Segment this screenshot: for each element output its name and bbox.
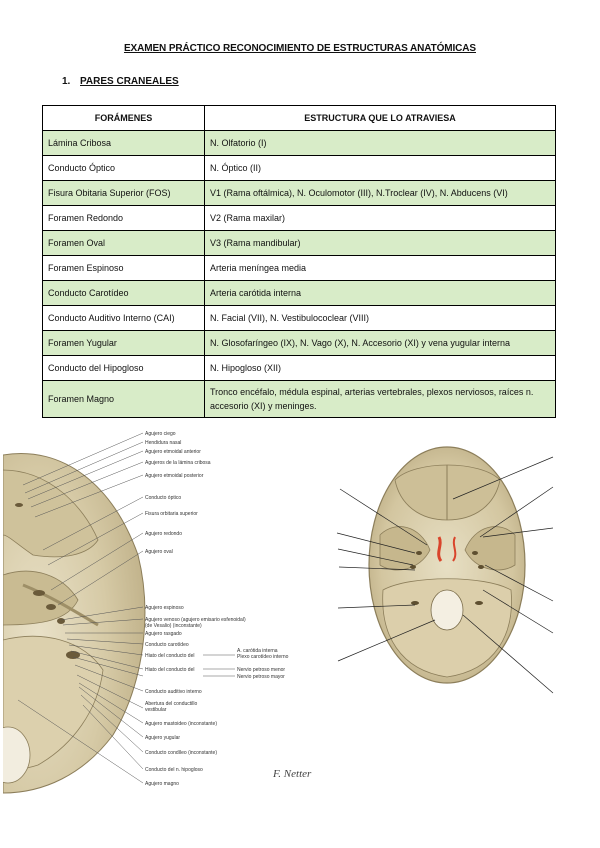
figure-sublabel: Plexo carotídeo interno (237, 654, 289, 660)
figure-label: Agujero rasgado (145, 631, 182, 637)
figure-label: Agujero etmoidal posterior (145, 473, 204, 479)
structure-cell: V1 (Rama oftálmica), N. Oculomotor (III), N.Troclear (IV), N. Abducens (VI) (205, 181, 556, 206)
foramen-cell: Conducto Auditivo Interno (CAI) (43, 306, 205, 331)
figure-label: Agujero etmoidal anterior (145, 449, 201, 455)
page-title: EXAMEN PRÁCTICO RECONOCIMIENTO DE ESTRUCTURAS ANATÓMICAS (123, 43, 476, 54)
structure-cell: Tronco encéfalo, médula espinal, arterias vertebrales, plexos nerviosos, raíces n. accesorio (XI) y meninges. (205, 381, 556, 418)
figure-label: vestibular (145, 707, 167, 713)
table-row (43, 256, 556, 281)
structure-cell: N. Olfatorio (I) (205, 131, 556, 156)
figure-label: Agujero espinoso (145, 605, 184, 611)
table-row (43, 131, 556, 156)
figure-label: Conducto del n. hipogloso (145, 767, 203, 773)
structure-cell: N. Glosofaríngeo (IX), N. Vago (X), N. Accesorio (XI) y vena yugular interna (205, 331, 556, 356)
section-title: PARES CRANEALES (80, 76, 179, 87)
column-header-foramenes: FORÁMENES (43, 106, 205, 131)
section-heading (62, 76, 179, 87)
structure-cell: N. Hipogloso (XII) (205, 356, 556, 381)
table-row (43, 156, 556, 181)
table-row (43, 281, 556, 306)
figure-label: (de Vesalio) (inconstante) (145, 623, 202, 629)
structure-cell: Arteria carótida interna (205, 281, 556, 306)
figure-label: Agujeros de la lámina cribosa (145, 460, 211, 466)
foramen-cell: Foramen Oval (43, 231, 205, 256)
foramen-cell: Foramen Magno (43, 381, 205, 418)
figure-label: Agujero redondo (145, 531, 182, 537)
figure-label: Conducto óptico (145, 495, 182, 501)
structure-cell: N. Óptico (II) (205, 156, 556, 181)
table-row (43, 306, 556, 331)
figure-label: Agujero ciego (145, 431, 176, 437)
table-row (43, 206, 556, 231)
figure-sublabel: Nervio petroso mayor (237, 674, 285, 680)
figure-sublabel: A. carótida interna (237, 648, 278, 654)
foramen-cell: Conducto Carotídeo (43, 281, 205, 306)
foramen-cell: Fisura Obitaria Superior (FOS) (43, 181, 205, 206)
structure-cell: Arteria meníngea media (205, 256, 556, 281)
structure-cell: V2 (Rama maxilar) (205, 206, 556, 231)
section-number: 1. (62, 76, 71, 87)
column-header-estructura: ESTRUCTURA QUE LO ATRAVIESA (205, 106, 556, 131)
figure-label: Agujero magno (145, 781, 179, 787)
foramen-cell: Foramen Espinoso (43, 256, 205, 281)
figure-label: Agujero yugular (145, 735, 181, 741)
foramina-table (42, 105, 556, 418)
figure-label: Conducto condíleo (inconstante) (145, 750, 217, 756)
foramen-cell: Lámina Cribosa (43, 131, 205, 156)
skull-base-illustration-right (335, 425, 557, 723)
figure-label: Fisura orbitaria superior (145, 511, 198, 517)
figure-label: Agujero venoso (agujero emisario esfenoidal) (145, 617, 246, 623)
table-row (43, 231, 556, 256)
signature: F. Netter (273, 768, 312, 780)
table-row (43, 381, 556, 418)
figure-label: Conducto auditivo interno (145, 689, 202, 695)
figure-label: Agujero oval (145, 549, 173, 555)
figure-label: Hiato del conducto del (145, 653, 195, 659)
figure-label: Hiato del conducto del (145, 667, 195, 673)
table-row (43, 331, 556, 356)
skull-base-illustration-left (3, 425, 318, 795)
figure-label: Hendidura nasal (145, 440, 182, 446)
figure-label: Agujero mastoideo (inconstante) (145, 721, 217, 727)
figure-sublabel: Nervio petroso menor (237, 667, 286, 673)
table-header-row (43, 106, 556, 131)
foramen-cell: Conducto del Hipogloso (43, 356, 205, 381)
table-row (43, 356, 556, 381)
foramen-cell: Conducto Óptico (43, 156, 205, 181)
foramen-cell: Foramen Yugular (43, 331, 205, 356)
structure-cell: N. Facial (VII), N. Vestibulococlear (VIII) (205, 306, 556, 331)
figure-label: Abertura del conductillo (145, 701, 198, 707)
figure-label: Conducto carotídeo (145, 642, 189, 648)
foramen-cell: Foramen Redondo (43, 206, 205, 231)
structure-cell: V3 (Rama mandibular) (205, 231, 556, 256)
table-row (43, 181, 556, 206)
